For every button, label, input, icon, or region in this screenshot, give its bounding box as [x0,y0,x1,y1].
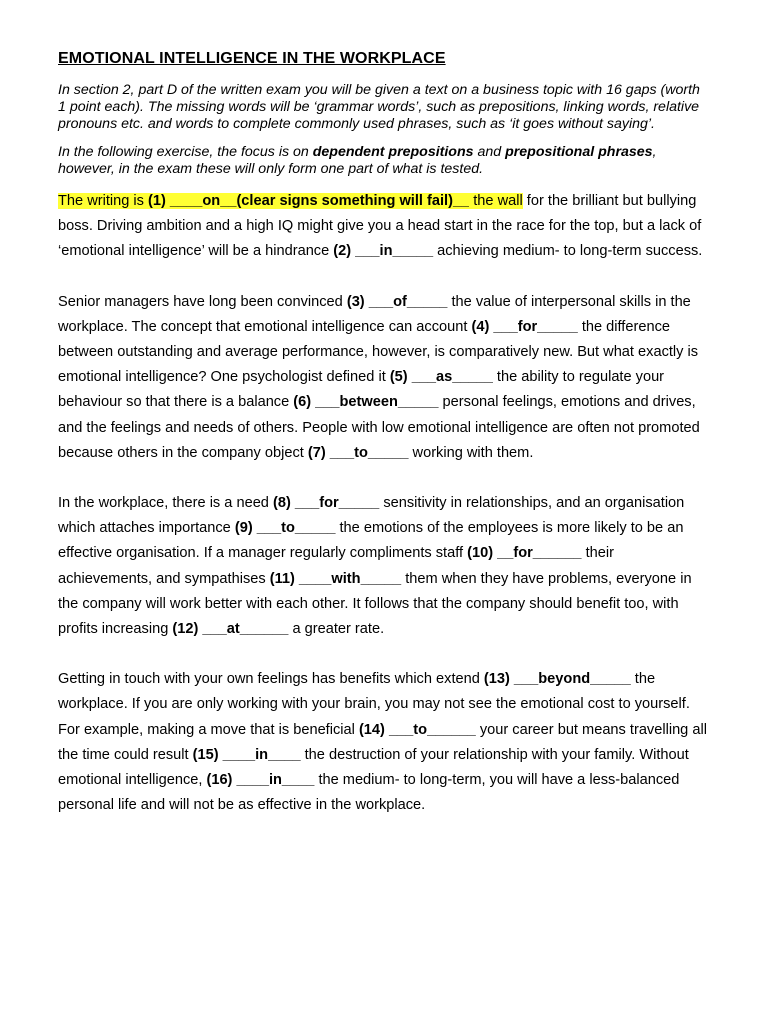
gap-8: (8) ___for_____ [272,495,380,512]
exercise-paragraph-1 [58,189,708,265]
paragraph-text: the difference between outstanding and average performance, however, is comparatively new. But what exactly is emotional intelligence? One psychologist defined it [58,318,699,386]
gap-11: (11) ____with_____ [269,570,402,587]
gap-12: (12) ___at______ [172,621,289,638]
paragraph-text: Senior managers have long been convinced [58,293,347,310]
gap-7: (7) ___to_____ [307,444,409,461]
intro2-emphasis-prepositional-phrases: prepositional phrases [505,144,653,160]
paragraph-text: your career but means travelling all the time could result [58,721,707,763]
paragraph-text: In the workplace, there is a need [58,495,273,512]
intro2-text-c: and [473,144,506,160]
intro2-text-e: , however, in the exam these will only form one part of what is tested. [58,144,657,177]
paragraph-text: personal feelings, emotions and drives, and the feelings and needs of others. People with low emotional intelligence are often not promoted because others in the company object [58,394,700,461]
gap-2: (2) ___in_____ [333,243,434,260]
paragraph-text: for the brilliant but bullying boss. Driving ambition and a high IQ might give you a head start in the race for the top, but a lack of ‘emotional intelligence’ will be a hindrance [58,193,702,260]
intro2-emphasis-dependent-prepositions: dependent prepositions [312,144,474,160]
page-title: EMOTIONAL INTELLIGENCE IN THE WORKPLACE [58,50,446,67]
exercise-paragraph-2 [58,290,708,466]
intro-paragraph-1: In section 2, part D of the written exam you will be given a text on a business topic with 16 gaps (worth 1 point each). The missing words will be ‘grammar words’, such as prepositions, linking words, relative pronouns etc. and words to complete commonly used phrases, such as ‘it goes without saying’. [58,82,700,132]
paragraph-text: the workplace. If you are only working with your brain, you may not see the emotional cost to yourself. For example, making a move that is beneficial [58,671,690,738]
paragraph-text: the value of interpersonal skills in the workplace. The concept that emotional intelligence can account [58,293,691,335]
gap-5: (5) ___as_____ [389,369,493,386]
paragraph-text: Getting in touch with your own feelings has benefits which extend [58,671,484,688]
exercise-paragraph-3 [58,491,708,642]
paragraph-text: the emotions of the employees is more likely to be an effective organisation. If a manager regularly compliments staff [58,520,684,562]
gap-9: (9) ___to_____ [234,520,336,537]
exercise-text [58,189,708,818]
gap-15: (15) ____in____ [192,746,301,763]
gap-4: (4) ___for_____ [471,318,578,335]
paragraph-text: their achievements, and sympathises [58,545,614,587]
paragraph-text: the destruction of your relationship with your family. Without emotional intelligence, [58,746,689,789]
gap-1: (1) ____on__(clear signs something will fail)__ [148,193,470,209]
paragraph-text: achieving medium- to long-term success. [433,243,703,260]
paragraph-text: sensitivity in relationships, and an organisation which attaches importance [58,495,685,537]
exercise-paragraph-4 [58,667,708,818]
intro-paragraph-2 [58,144,708,178]
highlighted-text: The writing is [58,193,149,209]
intro2-text-a: In the following exercise, the focus is on [58,144,313,160]
paragraph-text: the wall [469,193,523,209]
gap-10: (10) __for______ [467,545,582,562]
paragraph-text: the ability to regulate your behaviour so that there is a balance [58,369,665,411]
gap-13: (13) ___beyond_____ [483,671,631,688]
gap-14: (14) ___to______ [358,721,476,738]
paragraph-text: them when they have problems, everyone in the company will work better with each other. It follows that the company should benefit too, with profits increasing [58,570,692,638]
paragraph-text: the medium- to long-term, you will have a less-balanced personal life and will not be as effective in the workplace. [58,772,680,814]
gap-16: (16) ____in____ [206,772,315,789]
paragraph-text: working with them. [408,444,534,461]
gap-3: (3) ___of_____ [346,293,448,310]
gap-6: (6) ___between_____ [293,394,439,411]
paragraph-text: a greater rate. [288,621,385,638]
